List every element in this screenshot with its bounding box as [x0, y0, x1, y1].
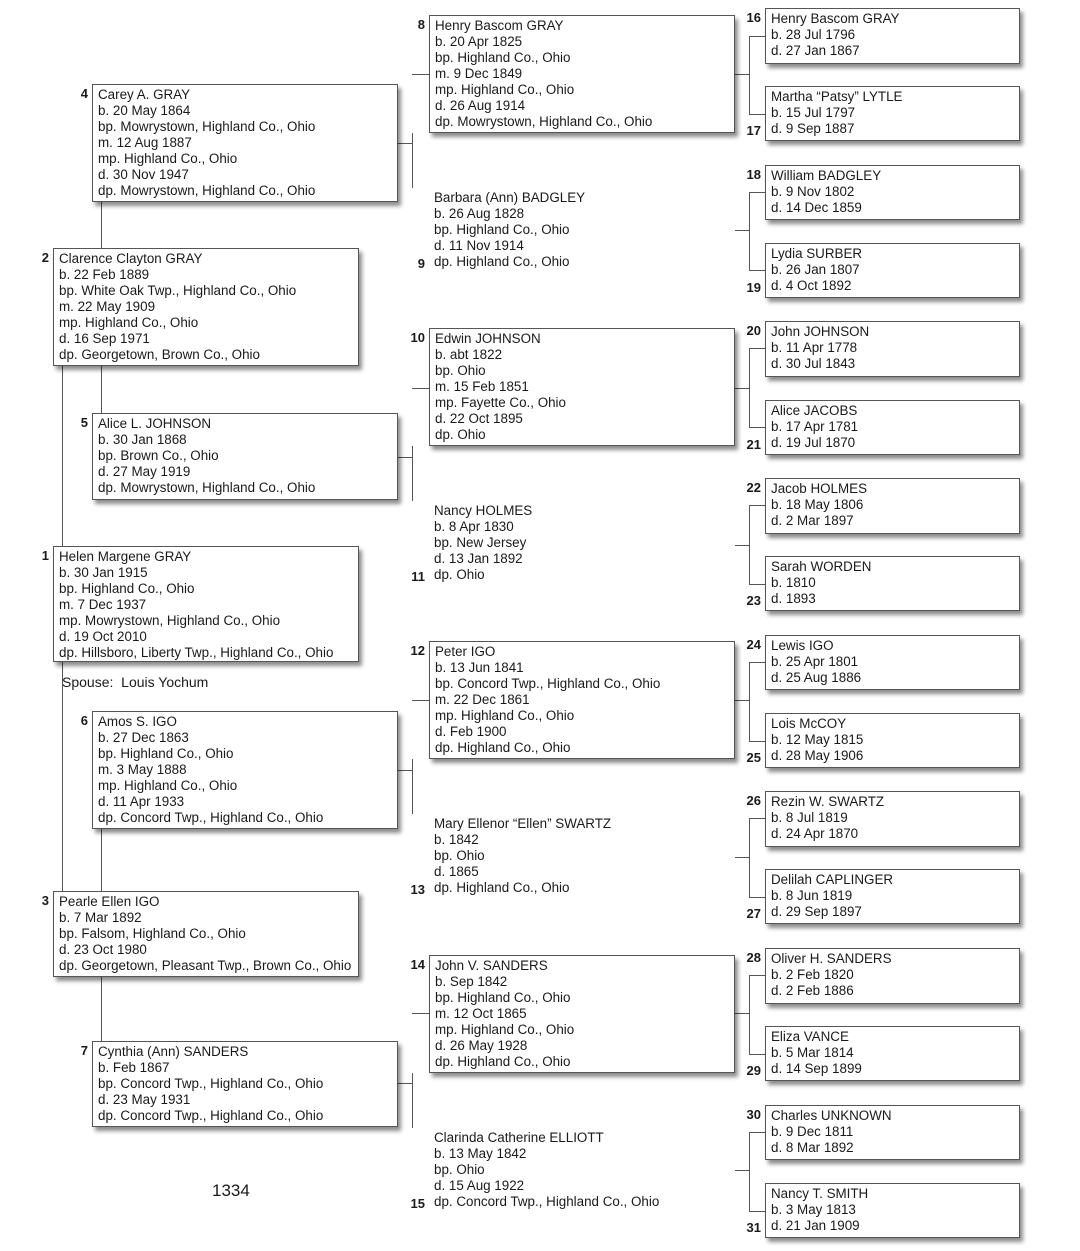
person-number: 9 — [417, 256, 425, 271]
person-detail: d. 14 Dec 1859 — [771, 200, 862, 215]
person-detail: dp. Highland Co., Ohio — [434, 254, 570, 269]
person-detail: bp. Highland Co., Ohio — [98, 746, 234, 761]
person-detail: b. 8 Apr 1830 — [434, 519, 514, 534]
person-detail: b. 8 Jul 1819 — [771, 810, 848, 825]
person-detail: dp. Mowrystown, Highland Co., Ohio — [435, 114, 653, 129]
person-box-30 — [765, 1105, 1020, 1160]
person-detail: b. 13 Jun 1841 — [435, 660, 524, 675]
page-number: 1334 — [212, 1181, 250, 1200]
connector-line — [735, 388, 749, 389]
spouse-name: Louis Yochum — [121, 674, 209, 690]
person-detail: b. 30 Jan 1915 — [59, 565, 148, 580]
person-detail: b. Sep 1842 — [435, 974, 508, 989]
person-detail: bp. Highland Co., Ohio — [435, 50, 571, 65]
person-name: Clarence Clayton GRAY — [59, 251, 203, 266]
connector-line — [749, 505, 750, 584]
connector-line — [749, 1054, 765, 1055]
person-box-25 — [765, 713, 1020, 768]
person-detail: b. 26 Jan 1807 — [771, 262, 860, 277]
person-detail: d. 9 Sep 1887 — [771, 121, 855, 136]
person-detail: b. 1842 — [434, 832, 479, 847]
connector-line — [749, 348, 750, 427]
person-detail: dp. Mowrystown, Highland Co., Ohio — [98, 183, 316, 198]
person-box-17 — [765, 86, 1020, 141]
person-name: Barbara (Ann) BADGLEY — [434, 190, 586, 205]
connector-line — [735, 230, 749, 231]
person-detail: m. 12 Aug 1887 — [98, 135, 192, 150]
person-detail: m. 9 Dec 1849 — [435, 66, 523, 81]
person-name: Rezin W. SWARTZ — [771, 794, 885, 809]
person-box-18 — [765, 165, 1020, 220]
person-detail: b. 20 May 1864 — [98, 103, 191, 118]
person-detail: dp. Georgetown, Pleasant Twp., Brown Co., Ohio — [59, 958, 352, 973]
person-detail: dp. Ohio — [435, 427, 486, 442]
person-detail: d. 2 Feb 1886 — [771, 983, 854, 998]
person-detail: b. 30 Jan 1868 — [98, 432, 187, 447]
person-name: William BADGLEY — [771, 168, 882, 183]
person-box-26 — [765, 791, 1020, 847]
connector-line — [412, 133, 413, 188]
connector-line — [412, 759, 413, 814]
person-name: Sarah WORDEN — [771, 559, 872, 574]
connector-line — [412, 388, 429, 389]
connector-line — [412, 700, 429, 701]
person-box-21 — [765, 400, 1020, 455]
person-number: 29 — [746, 1063, 761, 1078]
person-detail: mp. Highland Co., Ohio — [435, 708, 575, 723]
person-name: Edwin JOHNSON — [435, 331, 541, 346]
person-detail: dp. Georgetown, Brown Co., Ohio — [59, 347, 260, 362]
person-number: 17 — [746, 123, 761, 138]
person-name: Alice L. JOHNSON — [98, 416, 212, 431]
person-detail: bp. Concord Twp., Highland Co., Ohio — [435, 676, 661, 691]
person-detail: d. 26 May 1928 — [435, 1038, 528, 1053]
person-detail: bp. Brown Co., Ohio — [98, 448, 219, 463]
connector-line — [749, 270, 765, 271]
person-detail: m. 12 Oct 1865 — [435, 1006, 527, 1021]
connector-line — [398, 457, 412, 458]
person-box-27 — [765, 869, 1020, 924]
person-detail: d. 1893 — [771, 591, 816, 606]
connector-line — [735, 857, 749, 858]
person-detail: d. 28 May 1906 — [771, 748, 864, 763]
connector-line — [398, 1083, 412, 1084]
person-box-4 — [92, 84, 398, 202]
person-detail: bp. Highland Co., Ohio — [435, 990, 571, 1005]
person-box-12 — [429, 641, 735, 759]
person-detail: b. 5 Mar 1814 — [771, 1045, 854, 1060]
person-name: Lois McCOY — [771, 716, 847, 731]
person-detail: bp. Ohio — [434, 1162, 485, 1177]
person-box-16 — [765, 8, 1020, 64]
connector-line — [398, 143, 412, 144]
person-detail: m. 7 Dec 1937 — [59, 597, 147, 612]
person-box-13 — [429, 814, 735, 900]
connector-line — [412, 446, 413, 501]
person-detail: d. 14 Sep 1899 — [771, 1061, 862, 1076]
person-box-6 — [92, 711, 398, 829]
person-detail: d. 16 Sep 1971 — [59, 331, 150, 346]
person-detail: d. 13 Jan 1892 — [434, 551, 523, 566]
connector-line — [749, 1132, 765, 1133]
person-box-5 — [92, 413, 398, 500]
person-detail: b. 1810 — [771, 575, 816, 590]
person-detail: dp. Mowrystown, Highland Co., Ohio — [98, 480, 316, 495]
person-name: Jacob HOLMES — [771, 481, 868, 496]
person-number: 23 — [746, 593, 761, 608]
person-detail: d. 29 Sep 1897 — [771, 904, 862, 919]
person-detail: b. 18 May 1806 — [771, 497, 864, 512]
person-detail: b. 9 Nov 1802 — [771, 184, 855, 199]
connector-line — [749, 818, 765, 819]
person-detail: mp. Fayette Co., Ohio — [435, 395, 566, 410]
person-name: Nancy T. SMITH — [771, 1186, 869, 1201]
connector-line — [749, 36, 765, 37]
spouse-line — [62, 674, 208, 690]
person-name: John V. SANDERS — [435, 958, 548, 973]
person-detail: d. 2 Mar 1897 — [771, 513, 854, 528]
person-number: 13 — [410, 882, 425, 897]
person-detail: d. 23 May 1931 — [98, 1092, 191, 1107]
person-detail: bp. Ohio — [434, 848, 485, 863]
person-detail: d. 30 Nov 1947 — [98, 167, 189, 182]
person-number: 30 — [746, 1107, 761, 1122]
connector-line — [735, 1013, 749, 1014]
person-detail: b. 2 Feb 1820 — [771, 967, 854, 982]
person-number: 10 — [410, 330, 425, 345]
connector-line — [735, 1170, 749, 1171]
person-detail: dp. Ohio — [434, 567, 485, 582]
person-detail: dp. Concord Twp., Highland Co., Ohio — [98, 810, 324, 825]
connector-line — [749, 741, 765, 742]
person-detail: d. 4 Oct 1892 — [771, 278, 852, 293]
person-detail: b. 11 Apr 1778 — [771, 340, 858, 355]
person-detail: d. 30 Jul 1843 — [771, 356, 856, 371]
person-detail: b. 3 May 1813 — [771, 1202, 856, 1217]
connector-line — [749, 192, 750, 270]
person-detail: bp. Concord Twp., Highland Co., Ohio — [98, 1076, 324, 1091]
person-detail: b. abt 1822 — [435, 347, 503, 362]
person-detail: d. 19 Oct 2010 — [59, 629, 147, 644]
person-box-15 — [429, 1128, 735, 1214]
person-detail: dp. Highland Co., Ohio — [435, 740, 571, 755]
person-detail: b. 8 Jun 1819 — [771, 888, 853, 903]
person-box-11 — [429, 501, 735, 587]
person-name: Carey A. GRAY — [98, 87, 191, 102]
connector-line — [749, 584, 765, 585]
person-detail: d. 19 Jul 1870 — [771, 435, 856, 450]
person-number: 20 — [746, 323, 761, 338]
person-box-10 — [429, 328, 735, 446]
person-detail: b. 7 Mar 1892 — [59, 910, 142, 925]
connector-line — [749, 114, 765, 115]
person-detail: b. 15 Jul 1797 — [771, 105, 856, 120]
person-name: Henry Bascom GRAY — [435, 18, 564, 33]
person-detail: d. 27 May 1919 — [98, 464, 191, 479]
person-detail: mp. Highland Co., Ohio — [435, 1022, 575, 1037]
connector-line — [749, 505, 765, 506]
person-detail: b. 12 May 1815 — [771, 732, 864, 747]
person-number: 31 — [746, 1220, 761, 1235]
person-detail: d. 24 Apr 1870 — [771, 826, 859, 841]
person-number: 8 — [417, 17, 425, 32]
person-detail: dp. Highland Co., Ohio — [434, 880, 570, 895]
person-detail: m. 15 Feb 1851 — [435, 379, 529, 394]
connector-line — [735, 545, 749, 546]
person-name: Nancy HOLMES — [434, 503, 533, 518]
connector-line — [412, 1013, 429, 1014]
person-detail: d. 15 Aug 1922 — [434, 1178, 525, 1193]
person-detail: b. 13 May 1842 — [434, 1146, 527, 1161]
person-box-8 — [429, 15, 735, 133]
person-detail: b. Feb 1867 — [98, 1060, 170, 1075]
person-detail: b. 25 Apr 1801 — [771, 654, 859, 669]
person-detail: d. 11 Apr 1933 — [98, 794, 185, 809]
person-detail: m. 22 May 1909 — [59, 299, 156, 314]
person-number: 12 — [410, 643, 425, 658]
person-name: Clarinda Catherine ELLIOTT — [434, 1130, 604, 1145]
person-detail: bp. New Jersey — [434, 535, 527, 550]
person-detail: d. 11 Nov 1914 — [434, 238, 524, 253]
person-detail: d. Feb 1900 — [435, 724, 507, 739]
person-box-19 — [765, 243, 1020, 298]
connector-line — [749, 1211, 765, 1212]
person-number: 26 — [746, 793, 761, 808]
person-box-24 — [765, 635, 1020, 690]
connector-line — [749, 818, 750, 897]
person-name: Cynthia (Ann) SANDERS — [98, 1044, 249, 1059]
person-detail: mp. Highland Co., Ohio — [98, 151, 238, 166]
person-name: Alice JACOBS — [771, 403, 858, 418]
person-name: Delilah CAPLINGER — [771, 872, 894, 887]
person-number: 16 — [746, 10, 761, 25]
spouse-label: Spouse: — [62, 674, 114, 690]
person-name: Amos S. IGO — [98, 714, 177, 729]
person-detail: dp. Hillsboro, Liberty Twp., Highland Co., Ohio — [59, 645, 334, 660]
person-number: 28 — [746, 950, 761, 965]
person-name: Peter IGO — [435, 644, 496, 659]
person-detail: m. 22 Dec 1861 — [435, 692, 530, 707]
person-name: Pearle Ellen IGO — [59, 894, 160, 909]
person-detail: b. 20 Apr 1825 — [435, 34, 523, 49]
person-name: Henry Bascom GRAY — [771, 11, 900, 26]
person-detail: b. 17 Apr 1781 — [771, 419, 859, 434]
person-name: Helen Margene GRAY — [59, 549, 192, 564]
person-detail: mp. Highland Co., Ohio — [59, 315, 199, 330]
person-name: John JOHNSON — [771, 324, 870, 339]
person-box-14 — [429, 955, 735, 1073]
person-detail: dp. Concord Twp., Highland Co., Ohio — [434, 1194, 660, 1209]
connector-line — [735, 700, 749, 701]
connector-line — [749, 36, 750, 114]
person-detail: d. 8 Mar 1892 — [771, 1140, 854, 1155]
person-detail: b. 9 Dec 1811 — [771, 1124, 854, 1139]
person-detail: b. 27 Dec 1863 — [98, 730, 189, 745]
person-number: 4 — [80, 86, 88, 101]
person-box-9 — [429, 188, 735, 274]
person-detail: dp. Highland Co., Ohio — [435, 1054, 571, 1069]
person-number: 14 — [410, 957, 425, 972]
person-number: 19 — [746, 280, 761, 295]
connector-line — [749, 975, 765, 976]
person-box-28 — [765, 948, 1020, 1004]
person-box-20 — [765, 321, 1020, 377]
person-detail: mp. Highland Co., Ohio — [435, 82, 575, 97]
person-number: 15 — [410, 1196, 425, 1211]
person-detail: bp. Mowrystown, Highland Co., Ohio — [98, 119, 316, 134]
connector-line — [398, 770, 412, 771]
person-detail: d. 22 Oct 1895 — [435, 411, 523, 426]
person-detail: d. 21 Jan 1909 — [771, 1218, 860, 1233]
person-detail: mp. Highland Co., Ohio — [98, 778, 238, 793]
connector-line — [62, 662, 63, 891]
person-name: Martha “Patsy” LYTLE — [771, 89, 903, 104]
person-number: 5 — [80, 415, 88, 430]
person-number: 25 — [746, 750, 761, 765]
person-number: 6 — [80, 713, 88, 728]
person-number: 7 — [80, 1043, 88, 1058]
person-name: Mary Ellenor “Ellen” SWARTZ — [434, 816, 612, 831]
person-detail: bp. Falsom, Highland Co., Ohio — [59, 926, 246, 941]
person-number: 3 — [41, 893, 49, 908]
person-detail: bp. Highland Co., Ohio — [59, 581, 195, 596]
person-detail: d. 26 Aug 1914 — [435, 98, 526, 113]
person-box-2 — [53, 248, 359, 366]
connector-line — [101, 829, 102, 891]
connector-line — [749, 897, 765, 898]
person-number: 1 — [41, 548, 49, 563]
connector-line — [412, 1073, 413, 1128]
person-detail: bp. Highland Co., Ohio — [434, 222, 570, 237]
person-box-23 — [765, 556, 1020, 611]
person-box-29 — [765, 1026, 1020, 1081]
person-detail: d. 23 Oct 1980 — [59, 942, 147, 957]
connector-line — [749, 662, 765, 663]
person-detail: mp. Mowrystown, Highland Co., Ohio — [59, 613, 281, 628]
person-box-3 — [53, 891, 359, 977]
person-detail: b. 28 Jul 1796 — [771, 27, 856, 42]
connector-line — [101, 202, 102, 248]
person-number: 21 — [746, 437, 761, 452]
connector-line — [62, 366, 63, 546]
person-number: 11 — [411, 569, 425, 584]
connector-line — [101, 977, 102, 1041]
person-name: Oliver H. SANDERS — [771, 951, 892, 966]
person-number: 2 — [41, 250, 49, 265]
connector-line — [101, 366, 102, 413]
person-detail: d. 1865 — [434, 864, 479, 879]
person-number: 27 — [746, 906, 761, 921]
person-detail: b. 22 Feb 1889 — [59, 267, 150, 282]
person-number: 24 — [746, 637, 761, 652]
person-name: Eliza VANCE — [771, 1029, 849, 1044]
person-detail: dp. Concord Twp., Highland Co., Ohio — [98, 1108, 324, 1123]
connector-line — [749, 348, 765, 349]
connector-line — [749, 975, 750, 1054]
person-detail: d. 25 Aug 1886 — [771, 670, 862, 685]
connector-line — [749, 427, 765, 428]
person-detail: d. 27 Jan 1867 — [771, 43, 860, 58]
person-number: 22 — [746, 480, 761, 495]
person-number: 18 — [746, 167, 761, 182]
connector-line — [735, 74, 749, 75]
connector-line — [749, 662, 750, 741]
person-detail: bp. Ohio — [435, 363, 486, 378]
person-name: Charles UNKNOWN — [771, 1108, 892, 1123]
person-detail: b. 26 Aug 1828 — [434, 206, 525, 221]
person-box-7 — [92, 1041, 398, 1127]
connector-line — [412, 74, 429, 75]
connector-line — [749, 192, 765, 193]
person-box-1 — [53, 546, 359, 662]
person-detail: bp. White Oak Twp., Highland Co., Ohio — [59, 283, 297, 298]
person-name: Lewis IGO — [771, 638, 834, 653]
person-name: Lydia SURBER — [771, 246, 863, 261]
person-box-31 — [765, 1183, 1020, 1238]
connector-line — [749, 1132, 750, 1211]
person-box-22 — [765, 478, 1020, 534]
person-detail: m. 3 May 1888 — [98, 762, 187, 777]
